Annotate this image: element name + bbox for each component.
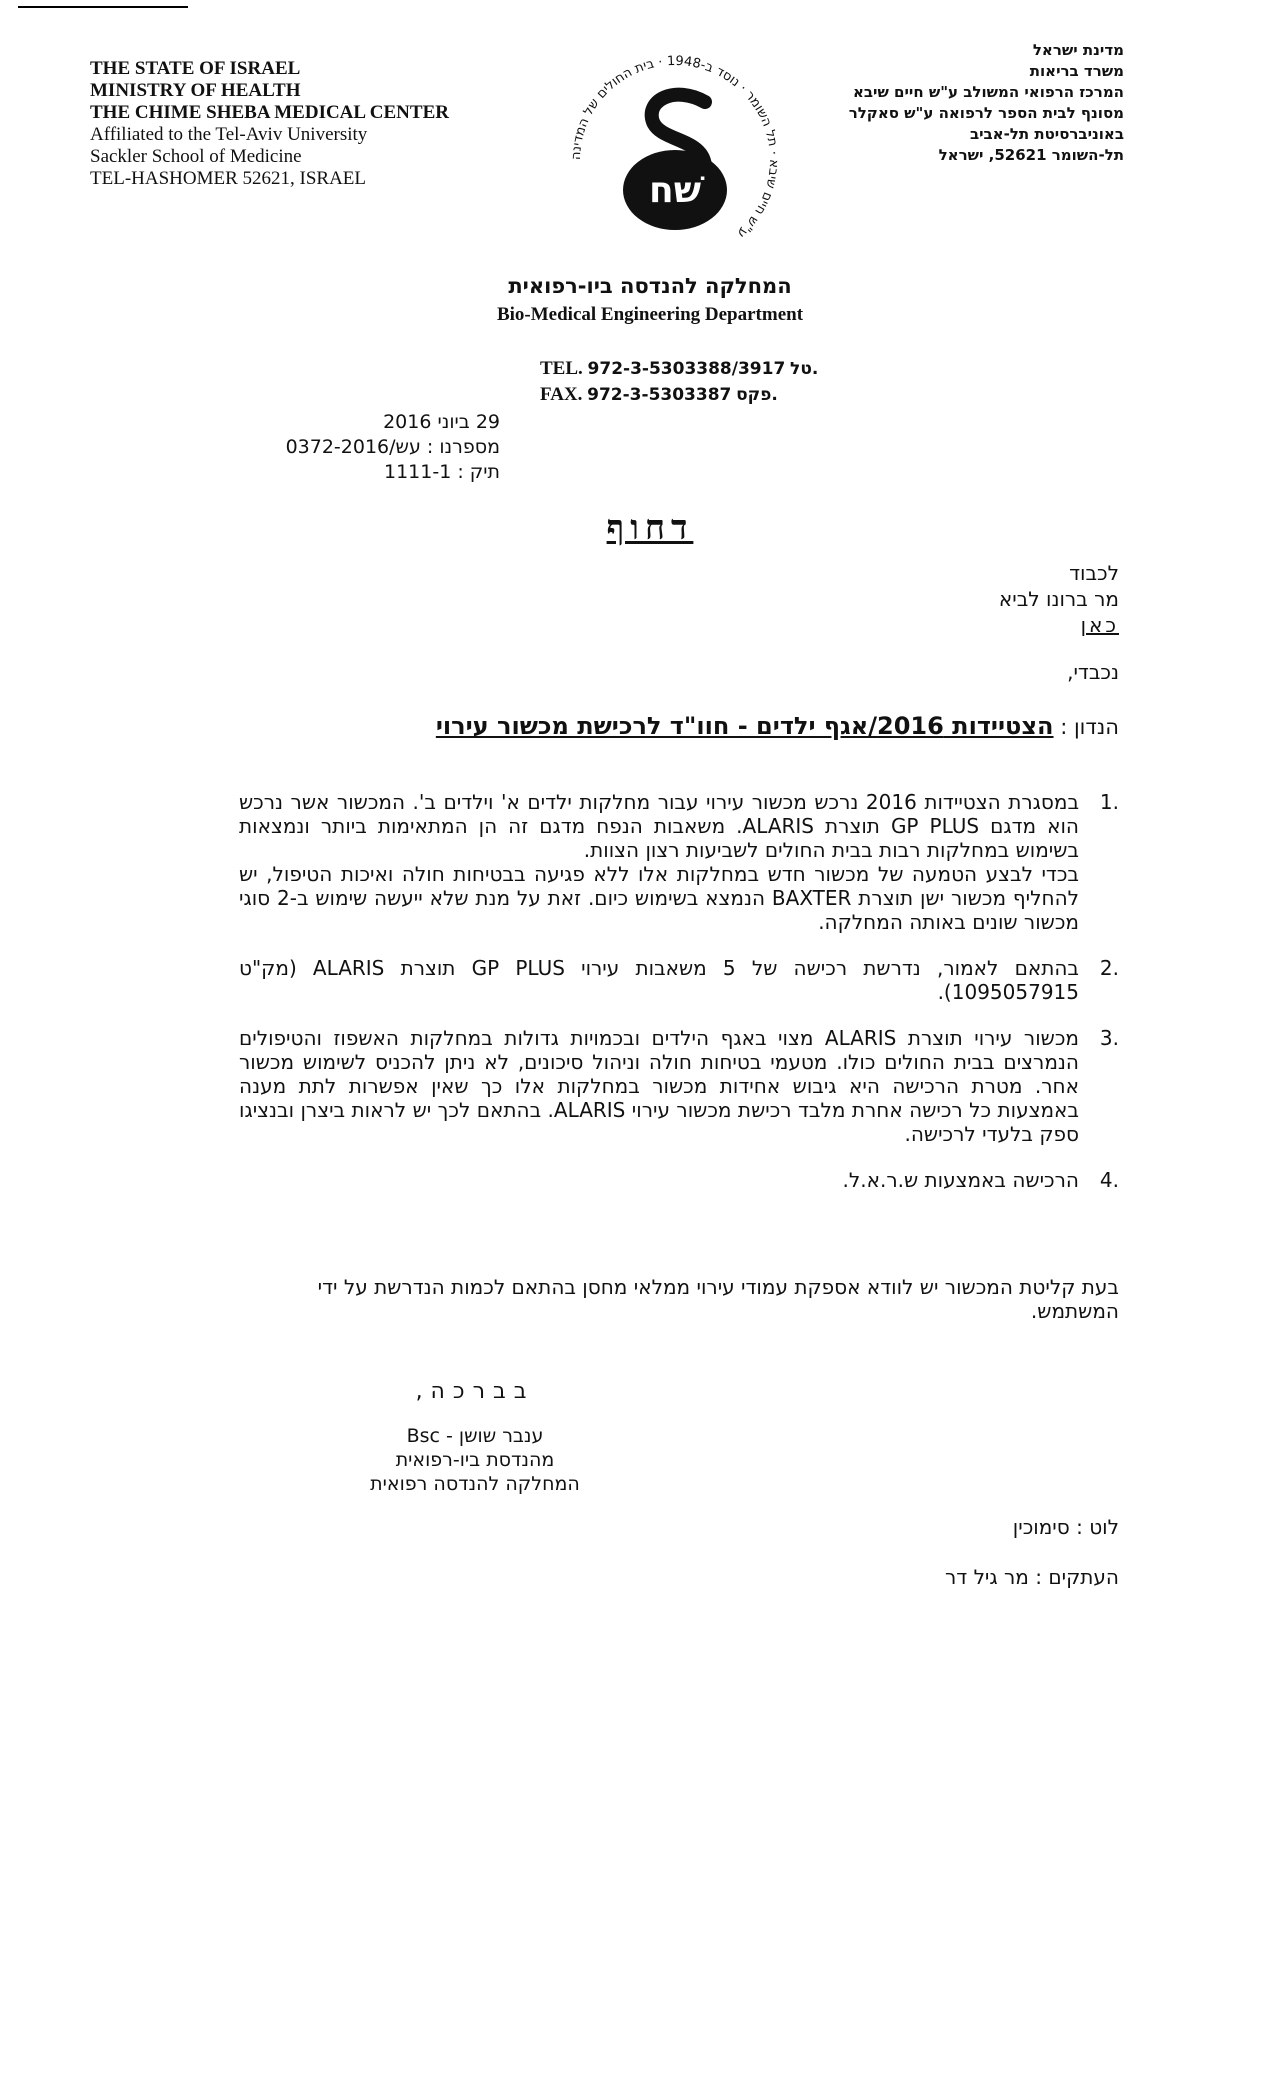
list-item <box>239 1026 1119 1146</box>
item-paragraph: במסגרת הצטיידות 2016 נרכש מכשור עירוי עבור מחלקות ילדים א' וילדים ב'. המכשור אשר נרכש הוא מדגם GP PLUS תוצרת ALARIS. משאבות הנפח מדגם זה הן המתאימות ביותר ונמצאות בשימוש במחלקות רבות בבית החולים לשביעות רצון הצוות. <box>239 790 1080 862</box>
tel-label: TEL. <box>540 358 583 379</box>
letterhead-line: THE CHIME SHEBA MEDICAL CENTER <box>90 102 449 123</box>
attachment-note: לוט : סימוכין <box>1012 1515 1119 1539</box>
letter-ref: מספרנו : עש/0372-2016 <box>285 436 500 458</box>
subject-line <box>436 712 1119 740</box>
item-paragraph: הרכישה באמצעות ש.ר.א.ל. <box>842 1168 1079 1192</box>
letter-file: תיק : 1111-1 <box>383 461 500 483</box>
item-paragraph: בהתאם לאמור, נדרשת רכישה של 5 משאבות עירוי GP PLUS תוצרת ALARIS (מק"ט 1095057915). <box>239 956 1079 1004</box>
letter-meta <box>230 410 500 485</box>
closing-paragraph: בעת קליטת המכשור יש לוודא אספקת עמודי עירוי ממלאי מחסן בהתאם לכמות הנדרשת על ידי המשתמש. <box>317 1275 1119 1323</box>
subject-text: הצטיידות 2016/אגף ילדים - חוו"ד לרכישת מכשור עירוי <box>435 712 1054 740</box>
letterhead-line: המרכז הרפואי המשולב ע"ש חיים שיבא <box>852 83 1124 101</box>
recipient-name: מר ברונו לביא <box>998 587 1119 611</box>
letter-date: 29 ביוני 2016 <box>383 411 500 433</box>
logo-ring-text: ע"ש חיים שיבא · תל השומר · נוסד ב-1948 · בית החולים של המדינה <box>568 53 782 241</box>
signature-role: מהנדסת ביו-רפואית <box>395 1449 555 1471</box>
letterhead-line: מסונף לבית הספר לרפואה ע"ש סאקלר <box>848 104 1124 122</box>
letterhead-line: מדינת ישראל <box>1032 41 1124 59</box>
urgent-title: דחוף <box>606 508 694 548</box>
cc-note: העתקים : מר גיל דר <box>945 1565 1119 1589</box>
letterhead-line: Sackler School of Medicine <box>90 146 302 167</box>
letterhead-line: משרד בריאות <box>1029 62 1124 80</box>
list-item <box>239 1168 1119 1192</box>
list-item <box>239 790 1119 934</box>
top-divider <box>18 6 188 8</box>
item-number: .3 <box>1099 1026 1119 1050</box>
signature-blessing: בברכה, <box>415 1379 535 1404</box>
signature-block <box>300 1380 650 1496</box>
svg-text:שׁח: שׁח <box>648 170 702 211</box>
contact-block <box>540 356 818 408</box>
fax-label-hebrew: פקס. <box>736 385 778 405</box>
recipient-block <box>999 560 1119 638</box>
letterhead-line: תל-השומר 52621, ישראל <box>938 146 1124 164</box>
recipient-location: כאן <box>1080 613 1119 637</box>
item-paragraph: בכדי לבצע הטמעה של מכשור חדש במחלקות אלו ללא פגיעה בבטיחות חולה ואיכות הטיפול, יש להחליף מכשור ישן תוצרת BAXTER הנמצא בשימוש כיום. זאת על מנת שלא ייעשה שימוש ב-2 סוגי מכשור שונים באותה המחלקה. <box>239 862 1080 934</box>
numbered-items <box>239 790 1119 1214</box>
signature-name: ענבר שושן - Bsc <box>406 1425 544 1447</box>
tel-label-hebrew: טל. <box>790 359 819 379</box>
fax-line <box>540 382 818 408</box>
hebrew-letterhead <box>849 40 1124 166</box>
sheba-logo-icon <box>555 40 795 280</box>
greeting: נכבדי, <box>1067 660 1119 684</box>
letterhead-line: Affiliated to the Tel-Aviv University <box>90 124 368 145</box>
letterhead-line: באוניברסיטת תל-אביב <box>969 125 1124 143</box>
department-block <box>440 274 860 326</box>
fax-number: 972-3-5303387 <box>587 385 732 405</box>
list-item <box>239 956 1119 1004</box>
department-hebrew: המחלקה להנדסה ביו-רפואית <box>508 274 792 298</box>
signature-dept: המחלקה להנדסה רפואית <box>370 1473 580 1495</box>
item-number: .4 <box>1099 1168 1119 1192</box>
letterhead-line: THE STATE OF ISRAEL <box>90 58 301 79</box>
item-number: .2 <box>1099 956 1119 980</box>
tel-line <box>540 356 818 382</box>
tel-number: 972-3-5303388/3917 <box>587 359 786 379</box>
item-paragraph: מכשור עירוי תוצרת ALARIS מצוי באגף הילדים ובכמויות גדולות במחלקות האשפוז והטיפולים הנמרצים בבית החולים כולו. מטעמי בטיחות חולה וניהול סיכונים, לא ניתן להכניס לשימוש מכשור אחר. מטרת הרכישה היא גיבוש אחידות מכשור במחלקות אלו כך שאין אפשרות לתת מענה באמצעות כל רכישה אחרת מלבד רכישת מכשור עירוי ALARIS. בהתאם לכך יש לראות ביצרן ובנציגו ספק בלעדי לרכישה. <box>239 1026 1079 1146</box>
recipient-honor: לכבוד <box>1069 561 1119 585</box>
fax-label: FAX. <box>540 384 583 405</box>
letterhead-line: MINISTRY OF HEALTH <box>90 80 301 101</box>
subject-label: הנדון : <box>1060 715 1119 739</box>
footer-block <box>945 1515 1119 1589</box>
letterhead-line: TEL-HASHOMER 52621, ISRAEL <box>90 168 367 189</box>
department-english: Bio-Medical Engineering Department <box>496 304 804 325</box>
english-letterhead <box>90 58 449 190</box>
item-number: .1 <box>1099 790 1119 814</box>
